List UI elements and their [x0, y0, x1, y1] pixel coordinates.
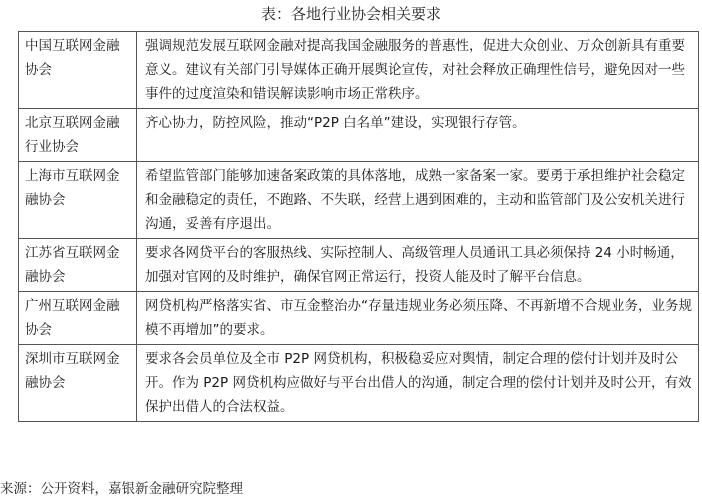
association-requirement: 要求各会员单位及全市 P2P 网贷机构，积极稳妥应对舆情，制定合理的偿付计划并及时公开。作为 P2P 网贷机构应做好与平台出借人的沟通，制定合理的偿付计划并及时公开，有效保护出借人的合法权益。 — [137, 345, 699, 422]
association-name: 上海市互联网金融协会 — [19, 162, 137, 239]
table-title: 表：各地行业协会相关要求 — [260, 5, 441, 23]
association-requirement: 网贷机构严格落实省、市互金整治办“存量违规业务必须压降、不再新增不合规业务，业务规模不再增加”的要求。 — [137, 292, 699, 345]
association-requirement: 要求各网贷平台的客服热线、实际控制人、高级管理人员通讯工具必须保持 24 小时畅通，加强对官网的及时维护，确保官网正常运行，投资人能及时了解平台信息。 — [137, 239, 699, 292]
table-row — [19, 32, 699, 109]
table-row — [19, 162, 699, 239]
association-requirement: 齐心协力，防控风险，推动“P2P 白名单”建设，实现银行存管。 — [137, 109, 699, 162]
association-name: 中国互联网金融协会 — [19, 32, 137, 109]
association-requirements-table — [18, 31, 699, 422]
table-row — [19, 109, 699, 162]
association-name: 江苏省互联网金融协会 — [19, 239, 137, 292]
table-row — [19, 239, 699, 292]
association-name: 北京互联网金融行业协会 — [19, 109, 137, 162]
association-requirement: 强调规范发展互联网金融对提高我国金融服务的普惠性，促进大众创业、万众创新具有重要意义。建议有关部门引导媒体正确开展舆论宣传，对社会释放正确理性信号，避免因对一些事件的过度渲染和错误解读影响市场正常秩序。 — [137, 32, 699, 109]
association-name: 深圳市互联网金融协会 — [19, 345, 137, 422]
source-note: 来源：公开资料，嘉银新金融研究院整理 — [0, 481, 243, 497]
association-requirement: 希望监管部门能够加速备案政策的具体落地，成熟一家备案一家。要勇于承担维护社会稳定和金融稳定的责任，不跑路、不失联，经营上遇到困难的，主动和监管部门及公安机关进行沟通，妥善有序退出。 — [137, 162, 699, 239]
association-name: 广州互联网金融协会 — [19, 292, 137, 345]
table-row — [19, 292, 699, 345]
table-row — [19, 345, 699, 422]
